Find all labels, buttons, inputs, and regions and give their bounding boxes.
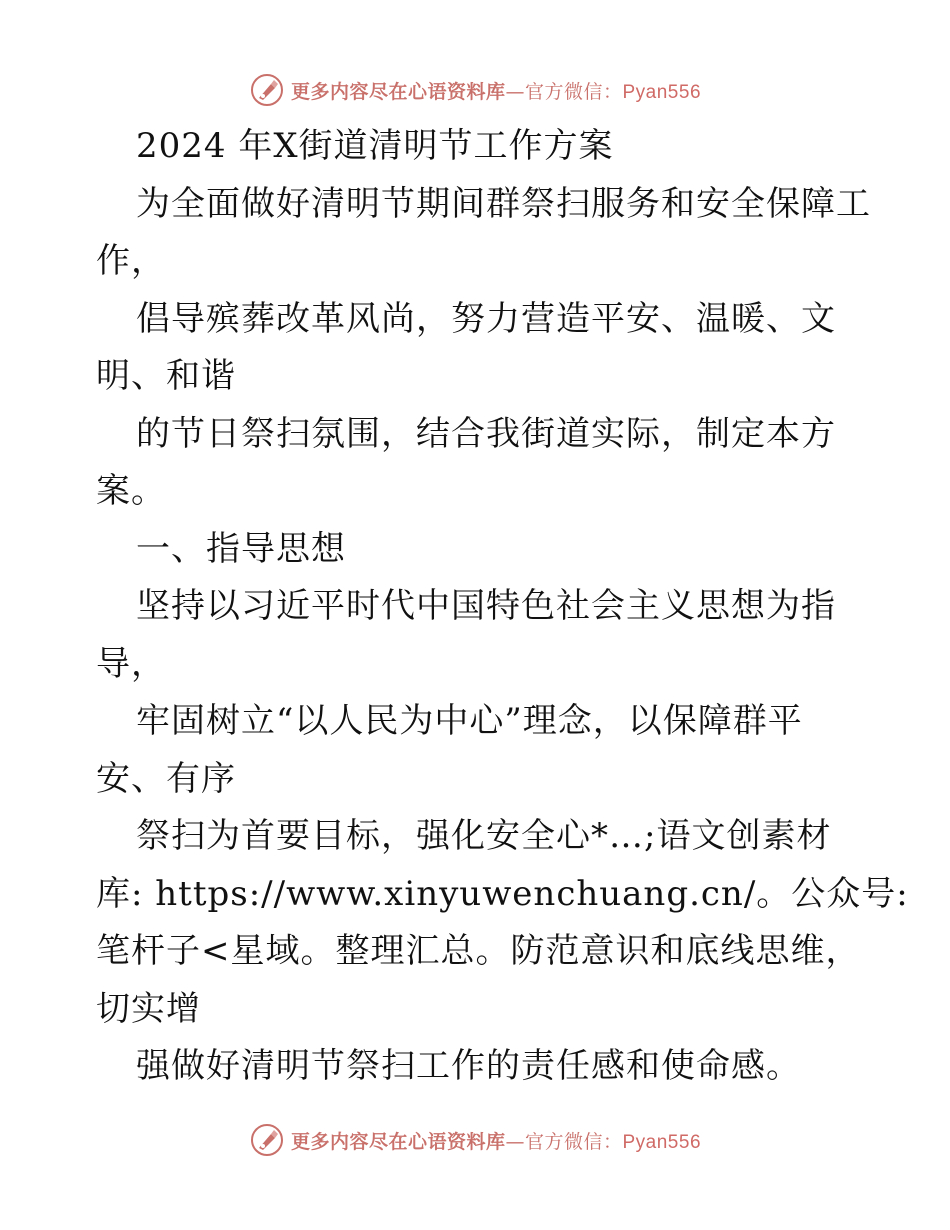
paragraph-line: 为全面做好清明节期间群祭扫服务和安全保障工 — [136, 183, 871, 224]
footer-watermark-banner — [0, 1120, 950, 1160]
paragraph-line: 案。 — [96, 471, 166, 511]
paragraph-line: 明、和谐 — [96, 356, 236, 396]
banner-dash: — — [505, 80, 525, 103]
banner-wechat-id: Pyan556 — [622, 1131, 702, 1153]
paragraph-line: 牢固树立“以人民为中心”理念，以保障群平 — [136, 701, 803, 741]
paragraph-line: 的节日祭扫氛围，结合我街道实际，制定本方 — [136, 413, 836, 454]
paragraph-line: 笔杆子<星域。整理汇总。防范意识和底线思维， — [96, 931, 861, 971]
banner-main-text: 更多内容尽在心语资料库 — [290, 1130, 506, 1153]
header-watermark-banner — [0, 70, 950, 110]
paragraph-line: 作， — [96, 241, 166, 281]
banner-official-label: 官方微信： — [524, 1130, 623, 1153]
banner-main-text: 更多内容尽在心语资料库 — [290, 80, 506, 103]
pen-nib-logo-icon — [249, 1122, 285, 1158]
paragraph-line: 坚持以习近平时代中国特色社会主义思想为指 — [136, 586, 836, 626]
banner-official-label: 官方微信： — [524, 80, 623, 103]
paragraph-line: 安、有序 — [96, 758, 236, 799]
paragraph-line: 切实增 — [96, 988, 201, 1029]
document-title: 2024 年X街道清明节工作方案 — [136, 126, 614, 166]
paragraph-line: 祭扫为首要目标，强化安全心*…;语文创素材 — [136, 816, 832, 856]
paragraph-line: 倡导殡葬改革风尚，努力营造平安、温暖、文 — [136, 298, 836, 339]
section-heading: 一、指导思想 — [136, 528, 346, 569]
paragraph-line: 强做好清明节祭扫工作的责任感和使命感。 — [136, 1046, 801, 1086]
paragraph-line: 导， — [96, 643, 166, 684]
banner-wechat-id: Pyan556 — [622, 81, 702, 103]
paragraph-line: 库: https://www.xinyuwenchuang.cn/。公众号: — [96, 873, 909, 914]
banner-dash: — — [505, 1130, 525, 1153]
document-body — [96, 118, 909, 1096]
pen-nib-logo-icon — [249, 72, 285, 108]
